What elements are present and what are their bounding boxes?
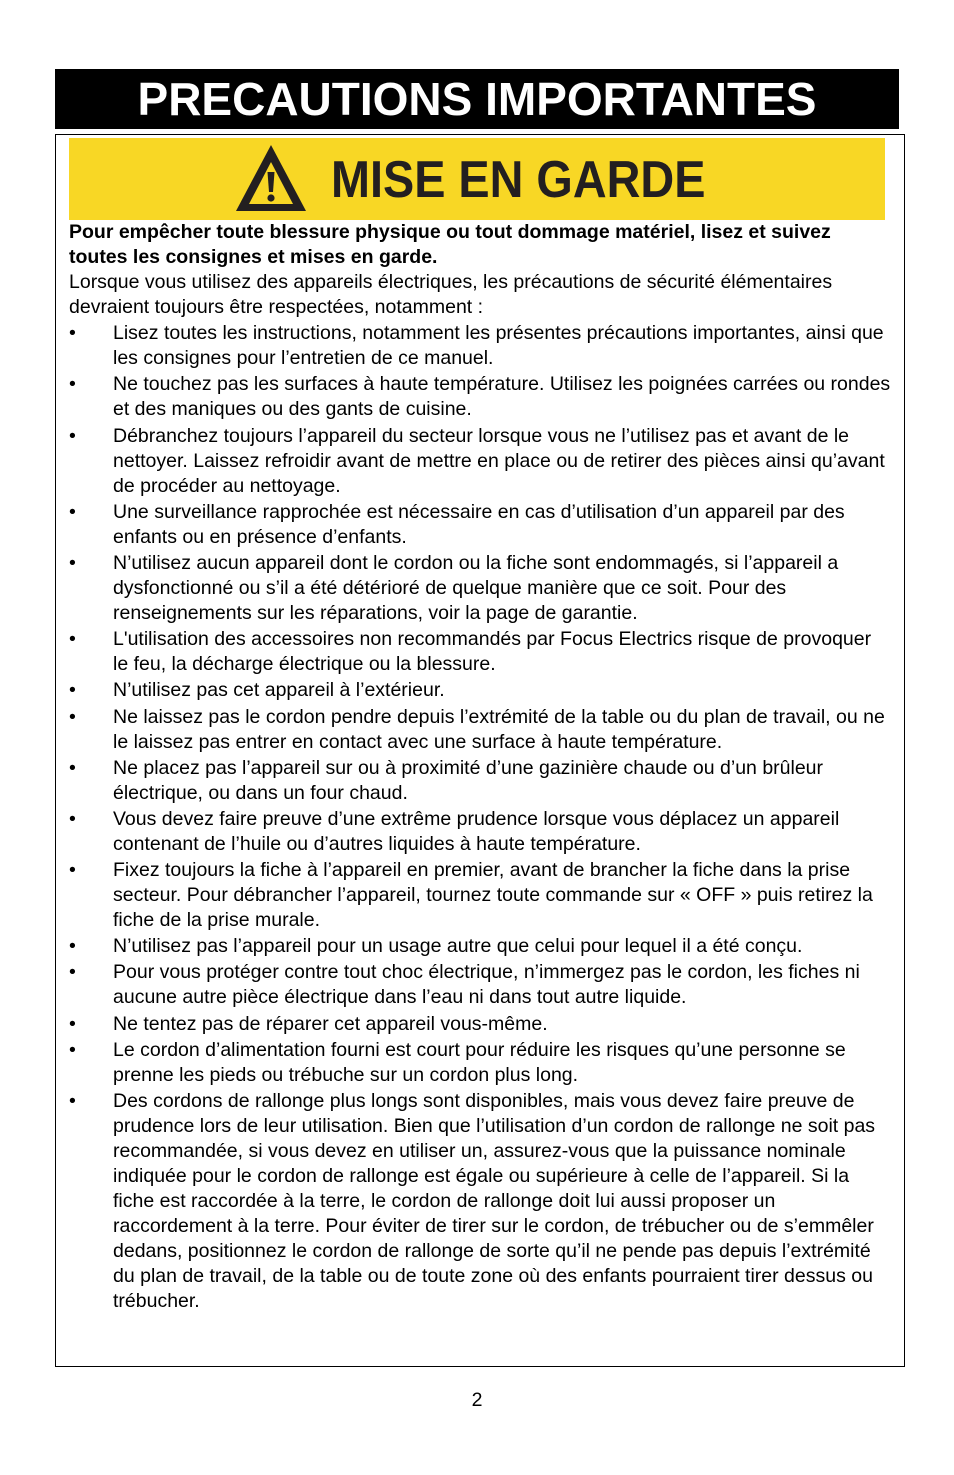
list-item-text: N’utilisez pas l’appareil pour un usage autre que celui pour lequel il a été conçu. [113, 935, 803, 958]
bullet-icon: • [69, 424, 76, 447]
page-title: PRECAUTIONS IMPORTANTES [55, 69, 899, 129]
bullet-icon: • [69, 1038, 76, 1061]
bullet-icon: • [69, 935, 76, 958]
list-item-text: Des cordons de rallonge plus longs sont disponibles, mais vous devez faire preuve de prudence lors de leur utilisation. Bien que l’utilisation d’un cordon de rallonge ne soit pas recommandée, si vous devez en utiliser un, assurez-vous que la puissance nominale indiquée pour le cordon de rallonge est égale ou supérieure à celle de l’appareil. Si la fiche est raccordée à la terre, le cordon de rallonge doit lui aussi proposer un raccordement à la terre. Pour éviter de tirer sur le cordon, de trébucher ou de s’emmêler dedans, positionnez le cordon de rallonge de sorte qu’il ne pende pas depuis l’extrémité du plan de travail, de la table ou de toute zone où des enfants pourraient tirer dessus ou trébucher. [113, 1090, 876, 1312]
list-item [69, 424, 891, 499]
list-item [69, 627, 891, 677]
list-item [69, 1012, 891, 1037]
list-item [69, 960, 891, 1010]
list-item-text: Débranchez toujours l’appareil du secteur lorsque vous ne l’utilisez pas et avant de le nettoyer. Laissez refroidir avant de mettre en place ou de retirer des pièces ainsi qu’avant de procéder au nettoyage. [113, 424, 885, 497]
bullet-icon: • [69, 807, 76, 830]
list-item-text: Fixez toujours la fiche à l’appareil en premier, avant de brancher la fiche dans la prise secteur. Pour débrancher l’appareil, tournez toute commande sur « OFF » puis retirez la fiche de la prise murale. [113, 859, 873, 932]
list-item [69, 807, 891, 857]
list-item [69, 858, 891, 933]
list-item-text: N’utilisez aucun appareil dont le cordon ou la fiche sont endommagés, si l’appareil a dysfonctionné ou s’il a été détérioré de quelque manière que ce soit. Pour des renseignements sur les réparations, voir la page de garantie. [113, 551, 839, 624]
bullet-icon: • [69, 705, 76, 728]
bullet-icon: • [69, 628, 76, 651]
warning-label: MISE EN GARDE [331, 151, 706, 209]
warning-triangle-icon [233, 142, 309, 214]
warning-banner [69, 138, 885, 220]
page-number: 2 [471, 1389, 483, 1411]
bullet-icon: • [69, 373, 76, 396]
list-item [69, 500, 891, 550]
list-item [69, 321, 891, 371]
intro-bold-text: Pour empêcher toute blessure physique ou tout dommage matériel, lisez et suivez toutes les consignes et mises en garde. [69, 221, 831, 268]
bullet-icon: • [69, 1012, 76, 1035]
list-item-text: Ne laissez pas le cordon pendre depuis l’extrémité de la table ou du plan de travail, ou ne le laissez pas entrer en contact avec une surface à haute température. [113, 705, 885, 753]
list-item [69, 678, 891, 703]
list-item [69, 551, 891, 626]
intro-text: Lorsque vous utilisez des appareils électriques, les précautions de sécurité élémentaires devraient toujours être respectées, notamment : [69, 271, 833, 318]
bullet-icon: • [69, 679, 76, 702]
list-item-text: Ne placez pas l’appareil sur ou à proximité d’une gazinière chaude ou d’un brûleur électrique, ou dans un four chaud. [113, 756, 824, 804]
list-item [69, 705, 891, 755]
bullet-icon: • [69, 756, 76, 779]
list-item [69, 1089, 891, 1314]
bullet-icon: • [69, 322, 76, 345]
list-item-text: L'utilisation des accessoires non recommandés par Focus Electrics risque de provoquer le feu, la décharge électrique ou la blessure. [113, 628, 872, 676]
list-item-text: Lisez toutes les instructions, notamment les présentes précautions importantes, ainsi que les consignes pour l’entretien de ce manuel. [113, 322, 884, 370]
list-item-text: Une surveillance rapprochée est nécessaire en cas d’utilisation d’un appareil par des enfants ou en présence d’enfants. [113, 500, 845, 548]
list-item-text: Ne tentez pas de réparer cet appareil vous-même. [113, 1012, 548, 1035]
bullet-icon: • [69, 500, 76, 523]
list-item [69, 1038, 891, 1088]
bullet-icon: • [69, 961, 76, 984]
bullet-icon: • [69, 551, 76, 574]
list-item-text: Ne touchez pas les surfaces à haute température. Utilisez les poignées carrées ou rondes et des maniques ou des gants de cuisine. [113, 373, 891, 421]
list-item-text: Pour vous protéger contre tout choc électrique, n’immergez pas le cordon, les fiches ni aucune autre pièce électrique dans l’eau ni dans tout autre liquide. [113, 961, 860, 1009]
list-item [69, 934, 891, 959]
bullet-icon: • [69, 859, 76, 882]
list-item-text: N’utilisez pas cet appareil à l’extérieur. [113, 679, 445, 702]
bullet-icon: • [69, 1090, 76, 1112]
list-item-text: Vous devez faire preuve d’une extrême prudence lorsque vous déplacez un appareil contenant de l’huile ou d’autres liquides à haute température. [113, 807, 840, 855]
safety-instructions [69, 220, 891, 1314]
list-item [69, 372, 891, 422]
precautions-list [69, 321, 891, 1314]
list-item-text: Le cordon d’alimentation fourni est court pour réduire les risques qu’une personne se prenne les pieds ou trébuche sur un cordon plus long. [113, 1038, 846, 1086]
list-item [69, 756, 891, 806]
